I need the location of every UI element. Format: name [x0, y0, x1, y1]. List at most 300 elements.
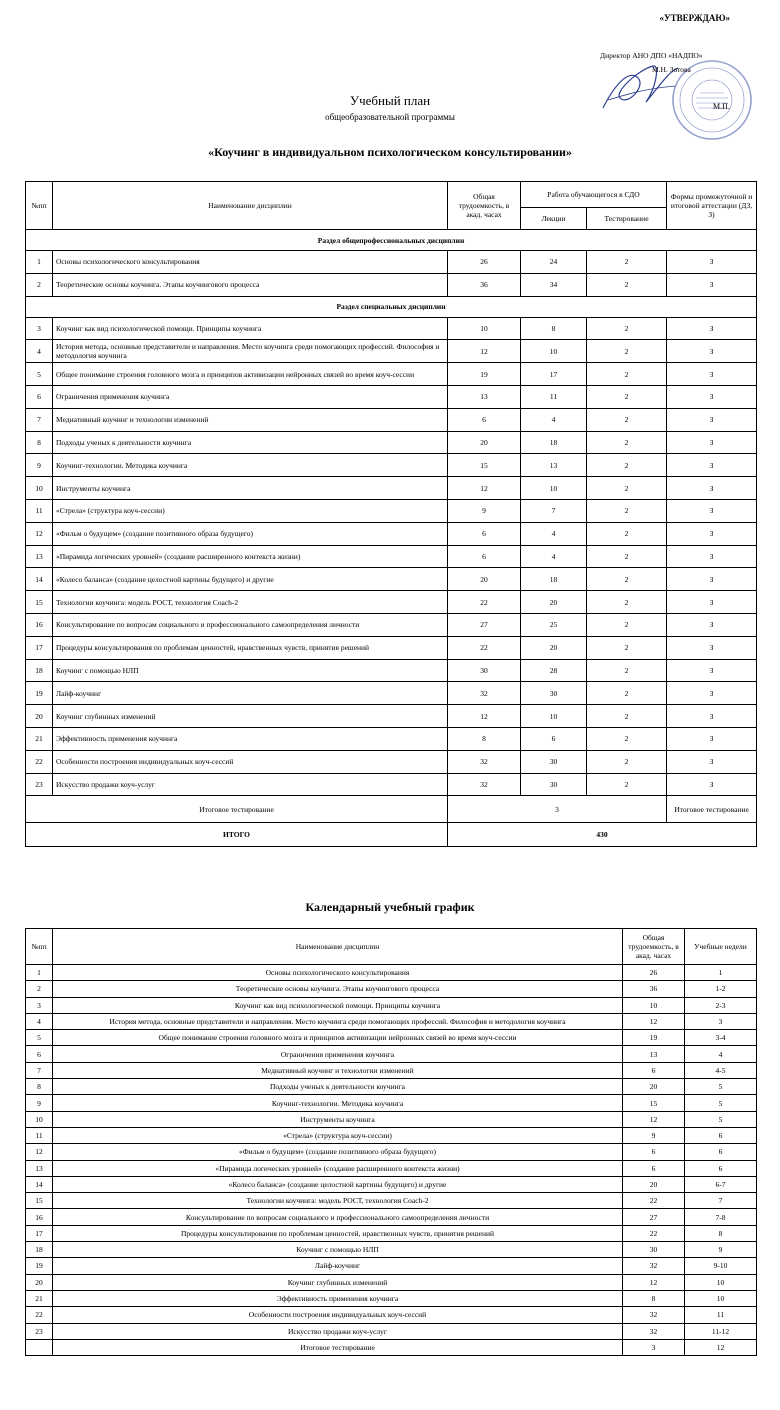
- row-num: 5: [26, 363, 53, 386]
- hours-cell: 10: [623, 997, 685, 1013]
- table-row: [26, 408, 757, 431]
- discipline-name: Теоретические основы коучинга. Этапы коучингового процесса: [53, 273, 448, 296]
- hours-cell: 26: [448, 251, 521, 274]
- table-row: [26, 477, 757, 500]
- row-num: 9: [26, 454, 53, 477]
- weeks-cell: 6: [685, 1160, 757, 1176]
- form-cell: З: [667, 750, 757, 773]
- testing-cell: 2: [587, 317, 667, 340]
- weeks-cell: 7: [685, 1193, 757, 1209]
- hours-cell: 6: [448, 545, 521, 568]
- lectures-cell: 4: [521, 408, 587, 431]
- discipline-name: Теоретические основы коучинга. Этапы коучингового процесса: [53, 981, 623, 997]
- table-row: [26, 1258, 757, 1274]
- form-cell: З: [667, 340, 757, 363]
- discipline-name: Коучинг глубинных изменений: [53, 705, 448, 728]
- row-num: 5: [26, 1030, 53, 1046]
- header-forms: Формы промежуточной и итоговой аттестации (ДЗ, З): [667, 182, 757, 230]
- lectures-cell: 34: [521, 273, 587, 296]
- table-row: [26, 1209, 757, 1225]
- weeks-cell: 4-5: [685, 1062, 757, 1078]
- discipline-name: Коучинг как вид психологической помощи. Принципы коучинга: [53, 997, 623, 1013]
- table-row: [26, 965, 757, 981]
- section-row: [26, 296, 757, 317]
- testing-cell: 2: [587, 545, 667, 568]
- discipline-name: История метода, основные представители и направления. Место коучинга среди помогающих профессий. Философия и методология коучинга: [53, 340, 448, 363]
- discipline-name: Консультирование по вопросам социального и профессионального самоопределения личности: [53, 1209, 623, 1225]
- lectures-cell: 17: [521, 363, 587, 386]
- hours-cell: 22: [448, 591, 521, 614]
- weeks-cell: 1-2: [685, 981, 757, 997]
- discipline-name: Эффективность применения коучинга: [53, 727, 448, 750]
- table-row: [26, 1225, 757, 1241]
- row-num: 23: [26, 1323, 53, 1339]
- table-row: [26, 340, 757, 363]
- discipline-name: Процедуры консультирования по проблемам ценностей, нравственных чувств, принятия решений: [53, 1225, 623, 1241]
- discipline-name: Коучинг с помощью НЛП: [53, 659, 448, 682]
- lectures-cell: 25: [521, 613, 587, 636]
- table-row: [26, 1030, 757, 1046]
- testing-cell: 2: [587, 591, 667, 614]
- lectures-cell: 13: [521, 454, 587, 477]
- testing-cell: 2: [587, 522, 667, 545]
- discipline-name: Особенности построения индивидуальных коуч-сессий: [53, 1307, 623, 1323]
- discipline-name: Медиативный коучинг и технологии изменений: [53, 408, 448, 431]
- row-num: 13: [26, 1160, 53, 1176]
- director-label: Директор АНО ДПО «НАДПО»: [600, 51, 703, 60]
- hours-cell: 32: [448, 682, 521, 705]
- row-num: 14: [26, 1176, 53, 1192]
- discipline-name: Итоговое тестирование: [53, 1339, 623, 1355]
- hours-cell: 27: [448, 613, 521, 636]
- discipline-name: Коучинг с помощью НЛП: [53, 1242, 623, 1258]
- discipline-name: Инструменты коучинга: [53, 477, 448, 500]
- weeks-cell: 6: [685, 1127, 757, 1143]
- table-row: [26, 1079, 757, 1095]
- testing-cell: 2: [587, 682, 667, 705]
- form-cell: З: [667, 773, 757, 796]
- row-num: 13: [26, 545, 53, 568]
- discipline-name: История метода, основные представители и направления. Место коучинга среди помогающих профессий. Философия и методология коучинга: [53, 1013, 623, 1029]
- hours-cell: 8: [623, 1290, 685, 1306]
- table-row: [26, 545, 757, 568]
- testing-cell: 2: [587, 408, 667, 431]
- testing-cell: 2: [587, 251, 667, 274]
- table-row: [26, 997, 757, 1013]
- weeks-cell: 8: [685, 1225, 757, 1241]
- weeks-cell: 3-4: [685, 1030, 757, 1046]
- table-row: [26, 568, 757, 591]
- table-row: [26, 1144, 757, 1160]
- header-name: Наименование дисциплин: [53, 182, 448, 230]
- hours-cell: 12: [448, 705, 521, 728]
- discipline-name: «Пирамида логических уровней» (создание расширенного контекста жизни): [53, 1160, 623, 1176]
- hours-cell: 36: [448, 273, 521, 296]
- hours-cell: 20: [623, 1176, 685, 1192]
- form-cell: З: [667, 727, 757, 750]
- hours-cell: 36: [623, 981, 685, 997]
- hours-cell: 15: [448, 454, 521, 477]
- lectures-cell: 11: [521, 385, 587, 408]
- weeks-cell: 6-7: [685, 1176, 757, 1192]
- table-row: [26, 1323, 757, 1339]
- table-row: [26, 1339, 757, 1355]
- row-num: 6: [26, 385, 53, 408]
- lectures-cell: 10: [521, 477, 587, 500]
- discipline-name: «Колесо баланса» (создание целостной картины будущего) и другие: [53, 568, 448, 591]
- row-num: 15: [26, 591, 53, 614]
- form-cell: З: [667, 431, 757, 454]
- row-num: 17: [26, 1225, 53, 1241]
- hours-cell: 20: [448, 568, 521, 591]
- table-header-row: [26, 182, 757, 208]
- form-cell: З: [667, 591, 757, 614]
- row-num: 9: [26, 1095, 53, 1111]
- form-cell: З: [667, 251, 757, 274]
- form-cell: З: [667, 477, 757, 500]
- calendar-header-name: Наименование дисциплин: [53, 929, 623, 965]
- table-row: [26, 1095, 757, 1111]
- form-cell: З: [667, 613, 757, 636]
- lectures-cell: 24: [521, 251, 587, 274]
- calendar-header-hours: Общая трудоемкость, в акад. часах: [623, 929, 685, 965]
- lectures-cell: 18: [521, 431, 587, 454]
- table-row: [26, 385, 757, 408]
- testing-cell: 2: [587, 613, 667, 636]
- discipline-name: Ограничения применения коучинга: [53, 1046, 623, 1062]
- hours-cell: 22: [623, 1193, 685, 1209]
- row-num: 16: [26, 613, 53, 636]
- form-cell: З: [667, 659, 757, 682]
- weeks-cell: 7-8: [685, 1209, 757, 1225]
- hours-cell: 3: [623, 1339, 685, 1355]
- testing-cell: 2: [587, 477, 667, 500]
- form-cell: З: [667, 568, 757, 591]
- discipline-name: Основы психологического консультирования: [53, 251, 448, 274]
- table-row: [26, 1290, 757, 1306]
- row-num: 2: [26, 273, 53, 296]
- discipline-name: Подходы ученых к деятельности коучинга: [53, 431, 448, 454]
- weeks-cell: 6: [685, 1144, 757, 1160]
- total-label: ИТОГО: [26, 823, 448, 847]
- testing-cell: 2: [587, 705, 667, 728]
- discipline-name: Лайф-коучинг: [53, 682, 448, 705]
- row-num: 1: [26, 965, 53, 981]
- lectures-cell: 30: [521, 682, 587, 705]
- row-num: 8: [26, 431, 53, 454]
- header-work: Работа обучающегося в СДО: [521, 182, 667, 208]
- header-hours: Общая трудоемкость, в акад. часах: [448, 182, 521, 230]
- testing-cell: 2: [587, 659, 667, 682]
- testing-cell: 2: [587, 773, 667, 796]
- table-row: [26, 1127, 757, 1143]
- section-title: Раздел общепрофессиональных дисциплин: [26, 230, 757, 251]
- hours-cell: 13: [623, 1046, 685, 1062]
- form-cell: З: [667, 636, 757, 659]
- hours-cell: 12: [623, 1111, 685, 1127]
- form-cell: З: [667, 705, 757, 728]
- table-row: [26, 591, 757, 614]
- weeks-cell: 5: [685, 1111, 757, 1127]
- table-row: [26, 1062, 757, 1078]
- row-num: 14: [26, 568, 53, 591]
- hours-cell: 19: [448, 363, 521, 386]
- hours-cell: 6: [623, 1062, 685, 1078]
- table-row: [26, 431, 757, 454]
- discipline-name: «Фильм о будущем» (создание позитивного образа будущего): [53, 522, 448, 545]
- final-testing-form: Итоговое тестирование: [667, 796, 757, 823]
- section-title: Раздел специальных дисциплин: [26, 296, 757, 317]
- row-num: 12: [26, 1144, 53, 1160]
- lectures-cell: 10: [521, 340, 587, 363]
- lectures-cell: 10: [521, 705, 587, 728]
- document-title: Учебный план: [349, 93, 431, 108]
- table-row: [26, 499, 757, 522]
- weeks-cell: 9-10: [685, 1258, 757, 1274]
- row-num: 18: [26, 1242, 53, 1258]
- discipline-name: Общее понимание строения головного мозга и принципов активизации нейронных связей во время коуч-сессии: [53, 363, 448, 386]
- calendar-header-num: №пп: [26, 929, 53, 965]
- form-cell: З: [667, 682, 757, 705]
- calendar-table: [25, 928, 757, 1356]
- final-testing-hours: 3: [448, 796, 667, 823]
- lectures-cell: 30: [521, 750, 587, 773]
- hours-cell: 6: [623, 1144, 685, 1160]
- hours-cell: 9: [623, 1127, 685, 1143]
- form-cell: З: [667, 363, 757, 386]
- curriculum-table: [25, 181, 757, 847]
- table-row: [26, 317, 757, 340]
- form-cell: З: [667, 499, 757, 522]
- header-lectures: Лекции: [521, 208, 587, 230]
- row-num: 11: [26, 1127, 53, 1143]
- table-row: [26, 1176, 757, 1192]
- lectures-cell: 7: [521, 499, 587, 522]
- hours-cell: 8: [448, 727, 521, 750]
- form-cell: З: [667, 522, 757, 545]
- discipline-name: Коучинг-технологии. Методика коучинга: [53, 1095, 623, 1111]
- table-row: [26, 1111, 757, 1127]
- row-num: 3: [26, 997, 53, 1013]
- row-num: 10: [26, 477, 53, 500]
- lectures-cell: 4: [521, 522, 587, 545]
- weeks-cell: 9: [685, 1242, 757, 1258]
- testing-cell: 2: [587, 499, 667, 522]
- lectures-cell: 28: [521, 659, 587, 682]
- row-num: 4: [26, 1013, 53, 1029]
- hours-cell: 12: [623, 1274, 685, 1290]
- weeks-cell: 1: [685, 965, 757, 981]
- hours-cell: 6: [448, 408, 521, 431]
- hours-cell: 30: [448, 659, 521, 682]
- hours-cell: 15: [623, 1095, 685, 1111]
- discipline-name: Медиативный коучинг и технологии изменений: [53, 1062, 623, 1078]
- weeks-cell: 11-12: [685, 1323, 757, 1339]
- discipline-name: Коучинг как вид психологической помощи. Принципы коучинга: [53, 317, 448, 340]
- discipline-name: Искусство продажи коуч-услуг: [53, 773, 448, 796]
- table-row: [26, 727, 757, 750]
- hours-cell: 12: [448, 477, 521, 500]
- hours-cell: 20: [448, 431, 521, 454]
- row-num: 8: [26, 1079, 53, 1095]
- lectures-cell: 20: [521, 636, 587, 659]
- header-num: №пп: [26, 182, 53, 230]
- calendar-header-row: [26, 929, 757, 965]
- hours-cell: 32: [623, 1258, 685, 1274]
- weeks-cell: 12: [685, 1339, 757, 1355]
- hours-cell: 10: [448, 317, 521, 340]
- lectures-cell: 6: [521, 727, 587, 750]
- final-testing-row: [26, 796, 757, 823]
- discipline-name: Технологии коучинга: модель РОСТ, технология Coach-2: [53, 1193, 623, 1209]
- discipline-name: «Фильм о будущем» (создание позитивного образа будущего): [53, 1144, 623, 1160]
- weeks-cell: 10: [685, 1274, 757, 1290]
- row-num: 11: [26, 499, 53, 522]
- table-row: [26, 363, 757, 386]
- row-num: 18: [26, 659, 53, 682]
- lectures-cell: 18: [521, 568, 587, 591]
- hours-cell: 32: [448, 773, 521, 796]
- table-row: [26, 750, 757, 773]
- row-num: 6: [26, 1046, 53, 1062]
- testing-cell: 2: [587, 340, 667, 363]
- lectures-cell: 20: [521, 591, 587, 614]
- testing-cell: 2: [587, 454, 667, 477]
- hours-cell: 32: [623, 1307, 685, 1323]
- discipline-name: Коучинг глубинных изменений: [53, 1274, 623, 1290]
- table-row: [26, 454, 757, 477]
- hours-cell: 12: [623, 1013, 685, 1029]
- discipline-name: «Пирамида логических уровней» (создание расширенного контекста жизни): [53, 545, 448, 568]
- signer-name: М.Н. Зотова: [652, 65, 691, 74]
- table-row: [26, 273, 757, 296]
- hours-cell: 32: [623, 1323, 685, 1339]
- row-num: [26, 1339, 53, 1355]
- discipline-name: «Стрела» (структура коуч-сессии): [53, 499, 448, 522]
- row-num: 21: [26, 727, 53, 750]
- discipline-name: Подходы ученых к деятельности коучинга: [53, 1079, 623, 1095]
- document-subtitle: общеобразовательной программы: [325, 112, 455, 122]
- row-num: 7: [26, 408, 53, 431]
- table-row: [26, 636, 757, 659]
- hours-cell: 30: [623, 1242, 685, 1258]
- calendar-header-weeks: Учебные недели: [685, 929, 757, 965]
- form-cell: З: [667, 317, 757, 340]
- row-num: 2: [26, 981, 53, 997]
- form-cell: З: [667, 385, 757, 408]
- discipline-name: Эффективность применения коучинга: [53, 1290, 623, 1306]
- row-num: 19: [26, 1258, 53, 1274]
- row-num: 23: [26, 773, 53, 796]
- lectures-cell: 4: [521, 545, 587, 568]
- weeks-cell: 11: [685, 1307, 757, 1323]
- row-num: 20: [26, 1274, 53, 1290]
- testing-cell: 2: [587, 636, 667, 659]
- row-num: 20: [26, 705, 53, 728]
- table-row: [26, 1046, 757, 1062]
- discipline-name: Консультирование по вопросам социального и профессионального самоопределения личности: [53, 613, 448, 636]
- weeks-cell: 2-3: [685, 997, 757, 1013]
- row-num: 1: [26, 251, 53, 274]
- table-row: [26, 981, 757, 997]
- section-row: [26, 230, 757, 251]
- discipline-name: Процедуры консультирования по проблемам ценностей, нравственных чувств, принятия решений: [53, 636, 448, 659]
- weeks-cell: 4: [685, 1046, 757, 1062]
- table-row: [26, 682, 757, 705]
- discipline-name: Коучинг-технологии. Методика коучинга: [53, 454, 448, 477]
- row-num: 12: [26, 522, 53, 545]
- row-num: 15: [26, 1193, 53, 1209]
- table-row: [26, 773, 757, 796]
- form-cell: З: [667, 454, 757, 477]
- discipline-name: Инструменты коучинга: [53, 1111, 623, 1127]
- table-row: [26, 522, 757, 545]
- row-num: 7: [26, 1062, 53, 1078]
- testing-cell: 2: [587, 727, 667, 750]
- hours-cell: 22: [623, 1225, 685, 1241]
- form-cell: З: [667, 408, 757, 431]
- table-row: [26, 1307, 757, 1323]
- final-testing-label: Итоговое тестирование: [26, 796, 448, 823]
- hours-cell: 20: [623, 1079, 685, 1095]
- discipline-name: «Колесо баланса» (создание целостной картины будущего) и другие: [53, 1176, 623, 1192]
- table-row: [26, 1274, 757, 1290]
- testing-cell: 2: [587, 363, 667, 386]
- hours-cell: 27: [623, 1209, 685, 1225]
- row-num: 19: [26, 682, 53, 705]
- hours-cell: 12: [448, 340, 521, 363]
- hours-cell: 6: [448, 522, 521, 545]
- discipline-name: Общее понимание строения головного мозга и принципов активизации нейронных связей во время коуч-сессии: [53, 1030, 623, 1046]
- row-num: 17: [26, 636, 53, 659]
- testing-cell: 2: [587, 431, 667, 454]
- table-row: [26, 1160, 757, 1176]
- header-testing: Тестирование: [587, 208, 667, 230]
- discipline-name: «Стрела» (структура коуч-сессии): [53, 1127, 623, 1143]
- table-row: [26, 613, 757, 636]
- hours-cell: 32: [448, 750, 521, 773]
- testing-cell: 2: [587, 273, 667, 296]
- form-cell: З: [667, 273, 757, 296]
- discipline-name: Технологии коучинга: модель РОСТ, технология Coach-2: [53, 591, 448, 614]
- approve-label: «УТВЕРЖДАЮ»: [659, 13, 730, 23]
- row-num: 21: [26, 1290, 53, 1306]
- total-row: [26, 823, 757, 847]
- hours-cell: 6: [623, 1160, 685, 1176]
- row-num: 4: [26, 340, 53, 363]
- weeks-cell: 10: [685, 1290, 757, 1306]
- table-row: [26, 251, 757, 274]
- row-num: 16: [26, 1209, 53, 1225]
- hours-cell: 26: [623, 965, 685, 981]
- weeks-cell: 3: [685, 1013, 757, 1029]
- hours-cell: 9: [448, 499, 521, 522]
- table-row: [26, 1193, 757, 1209]
- total-hours: 430: [448, 823, 757, 847]
- testing-cell: 2: [587, 750, 667, 773]
- calendar-title: Календарный учебный график: [305, 900, 475, 914]
- discipline-name: Искусство продажи коуч-услуг: [53, 1323, 623, 1339]
- row-num: 22: [26, 750, 53, 773]
- hours-cell: 13: [448, 385, 521, 408]
- discipline-name: Лайф-коучинг: [53, 1258, 623, 1274]
- weeks-cell: 5: [685, 1079, 757, 1095]
- lectures-cell: 8: [521, 317, 587, 340]
- discipline-name: Основы психологического консультирования: [53, 965, 623, 981]
- table-row: [26, 1242, 757, 1258]
- form-cell: З: [667, 545, 757, 568]
- row-num: 3: [26, 317, 53, 340]
